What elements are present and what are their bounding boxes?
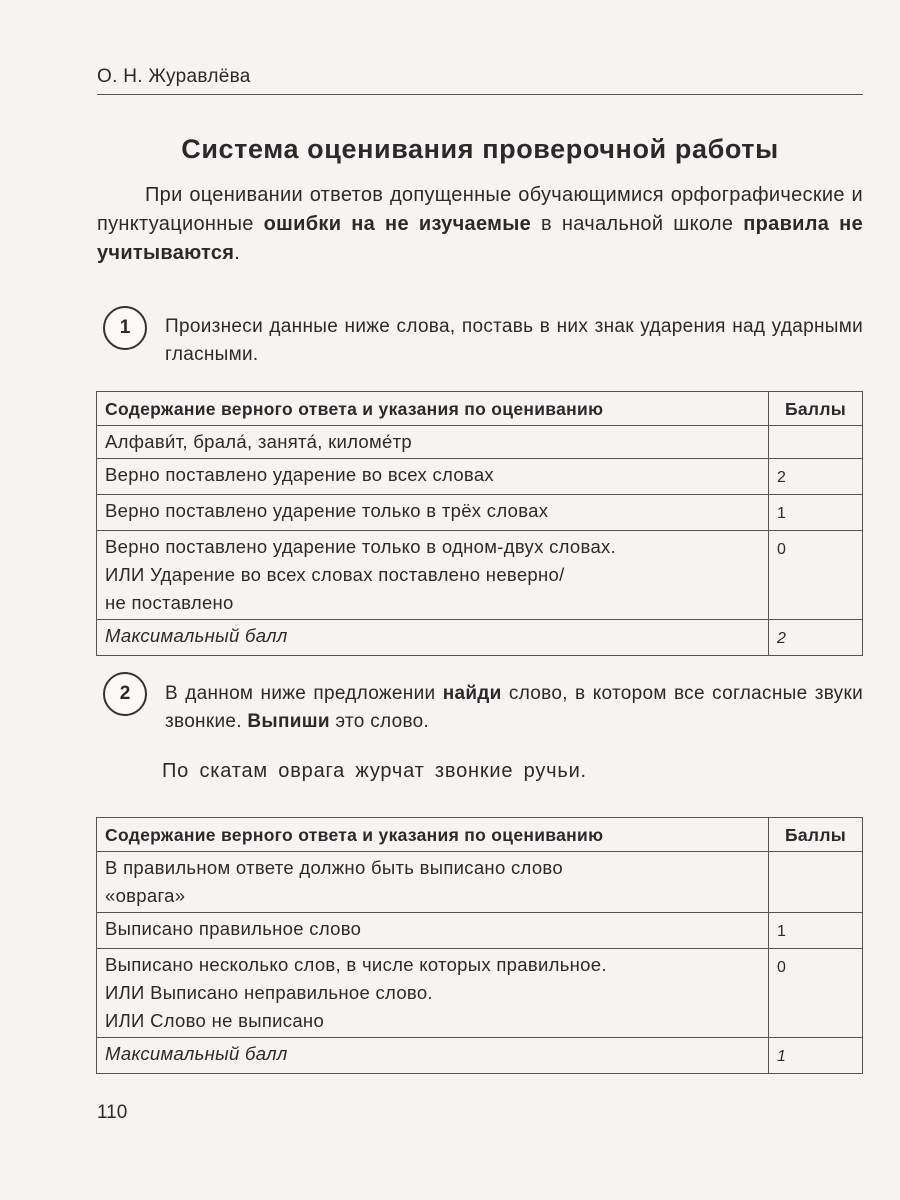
- max-score-row: [97, 1038, 863, 1074]
- row-score: 2: [769, 459, 863, 495]
- task-2-text-2: слово, в котором все согласные звуки звонкие.: [165, 683, 864, 732]
- row-score: 1: [769, 495, 863, 531]
- task-2-text-3: это слово.: [329, 711, 430, 732]
- task-2-bold-2: Выпиши: [247, 711, 330, 732]
- max-score: 2: [769, 620, 863, 656]
- intro-bold-1: ошибки на не изучаемые: [263, 213, 532, 235]
- table-header-row: [97, 818, 863, 852]
- intro-bold-2: правила не учитываются: [97, 213, 863, 264]
- row-content: Верно поставлено ударение только в одном-двух словах. ИЛИ Ударение во всех словах поставлено неверно/ не поставлено: [97, 531, 769, 620]
- intro-text-2: в начальной школе: [531, 213, 744, 235]
- header-content: Содержание верного ответа и указания по оцениванию: [97, 392, 769, 426]
- task-1-text: Произнеси данные ниже слова, поставь в них знак ударения над ударными гласными.: [165, 316, 863, 365]
- intro-text-1: При оценивании ответов допущенные обучающимися орфографические и пунктуационные: [97, 184, 863, 235]
- intro-paragraph: [97, 181, 863, 268]
- row-content: Алфави́т, брала́, занята́, киломе́тр: [97, 426, 769, 459]
- header-score: Баллы: [769, 818, 863, 852]
- row-content: Верно поставлено ударение во всех словах: [97, 459, 769, 495]
- table-header-row: [97, 392, 863, 426]
- table-row: [97, 426, 863, 459]
- page-title: Система оценивания проверочной работы: [181, 134, 779, 164]
- page-number: 110: [97, 1102, 128, 1123]
- table-row: [97, 531, 863, 620]
- max-score: 1: [769, 1038, 863, 1074]
- header-content: Содержание верного ответа и указания по оцениванию: [97, 818, 769, 852]
- header-author: О. Н. Журавлёва: [97, 66, 251, 87]
- max-score-row: [97, 620, 863, 656]
- task-2-number: 2: [103, 672, 147, 716]
- row-score: 0: [769, 531, 863, 620]
- task-1-number: 1: [103, 306, 147, 350]
- row-score: [769, 426, 863, 459]
- table-row: [97, 913, 863, 949]
- row-content: Выписано правильное слово: [97, 913, 769, 949]
- row-content: Выписано несколько слов, в числе которых правильное. ИЛИ Выписано неправильное слово. ИЛИ Слово не выписано: [97, 949, 769, 1038]
- row-score: 0: [769, 949, 863, 1038]
- table-row: [97, 495, 863, 531]
- table-row: [97, 459, 863, 495]
- table-row: [97, 852, 863, 913]
- intro-text-3: .: [234, 242, 241, 264]
- task-2-bold-1: найди: [442, 683, 502, 704]
- task-1-grading-table: [96, 391, 863, 656]
- max-label: Максимальный балл: [97, 620, 769, 656]
- max-label: Максимальный балл: [97, 1038, 769, 1074]
- header-divider: [97, 94, 863, 95]
- task-2-grading-table: [96, 817, 863, 1074]
- header-score: Баллы: [769, 392, 863, 426]
- row-content: Верно поставлено ударение только в трёх словах: [97, 495, 769, 531]
- row-content: В правильном ответе должно быть выписано слово «оврага»: [97, 852, 769, 913]
- task-2-text-1: В данном ниже предложении: [165, 683, 443, 704]
- task-2-sentence: По скатам оврага журчат звонкие ручьи.: [162, 760, 587, 782]
- table-row: [97, 949, 863, 1038]
- row-score: 1: [769, 913, 863, 949]
- task-2-text: [165, 680, 863, 736]
- row-score: [769, 852, 863, 913]
